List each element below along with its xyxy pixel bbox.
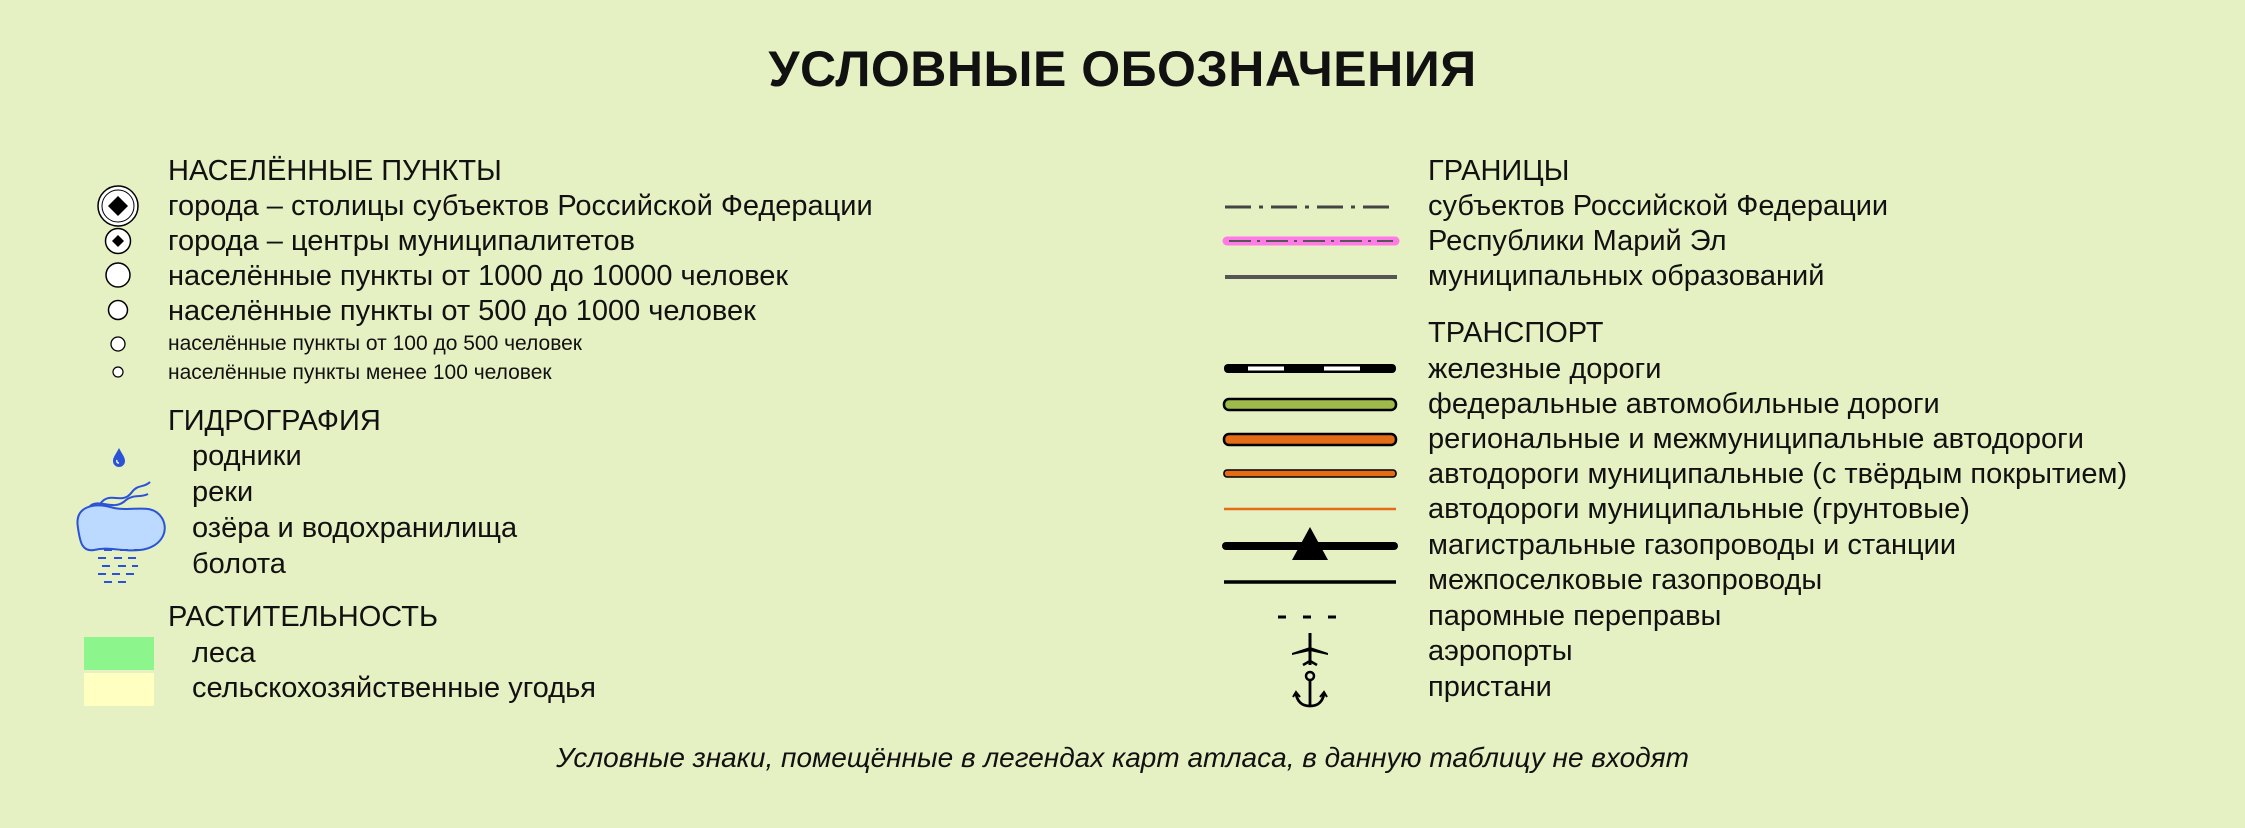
settlement-100-500-icon bbox=[110, 336, 126, 352]
transport-item-railways: железные дороги bbox=[1428, 353, 1662, 385]
hydro-item-swamps: болота bbox=[192, 548, 286, 580]
federal-road-icon bbox=[1222, 397, 1398, 413]
federal-subject-border-icon bbox=[1225, 200, 1397, 214]
municipal-border-icon bbox=[1225, 270, 1397, 284]
footnote: Условные знаки, помещённые в легендах карт атласа, в данную таблицу не входят bbox=[556, 742, 1689, 773]
transport-item-municipal-paved: автодороги муниципальные (с твёрдым покрытием) bbox=[1428, 458, 2128, 490]
vegetation-heading: РАСТИТЕЛЬНОСТЬ bbox=[168, 601, 438, 633]
gas-pipeline-station-icon bbox=[1222, 524, 1398, 564]
hydrography-heading: ГИДРОГРАФИЯ bbox=[168, 405, 381, 437]
transport-item-piers: пристани bbox=[1428, 671, 1552, 703]
capital-city-icon bbox=[96, 184, 140, 228]
regional-road-icon bbox=[1222, 432, 1398, 448]
settlement-500-1000-icon bbox=[108, 300, 128, 320]
local-gas-pipeline-icon bbox=[1222, 577, 1398, 587]
settlement-1000-10000-icon bbox=[105, 262, 131, 288]
settlements-heading: НАСЕЛЁННЫЕ ПУНКТЫ bbox=[168, 155, 502, 187]
legend-title: УСЛОВНЫЕ ОБОЗНАЧЕНИЯ bbox=[768, 41, 1477, 97]
ferry-icon bbox=[1276, 612, 1346, 622]
agriculture-swatch bbox=[84, 673, 154, 706]
transport-item-local-gas: межпоселковые газопроводы bbox=[1428, 564, 1823, 596]
transport-item-ferries: паромные переправы bbox=[1428, 600, 1722, 632]
settlement-item-1000-10000: населённые пункты от 1000 до 10000 человек bbox=[168, 260, 789, 292]
municipal-dirt-road-icon bbox=[1222, 505, 1398, 513]
hydro-item-rivers: реки bbox=[192, 476, 254, 508]
transport-item-municipal-dirt: автодороги муниципальные (грунтовые) bbox=[1428, 493, 1970, 525]
settlement-item-municipal-center: города – центры муниципалитетов bbox=[168, 225, 636, 257]
border-item-mari-el: Республики Марий Эл bbox=[1428, 225, 1727, 257]
hydro-item-lakes: озёра и водохранилища bbox=[192, 512, 518, 544]
water-drop-icon bbox=[108, 446, 130, 468]
swamp-icon bbox=[94, 546, 144, 588]
transport-heading: ТРАНСПОРТ bbox=[1428, 317, 1604, 349]
municipal-paved-road-icon bbox=[1222, 468, 1398, 480]
municipal-center-icon bbox=[104, 227, 132, 255]
settlement-item-100-500: населённые пункты от 100 до 500 человек bbox=[168, 332, 582, 355]
vegetation-item-forests: леса bbox=[192, 637, 256, 669]
transport-item-gas-mains: магистральные газопроводы и станции bbox=[1428, 529, 1957, 561]
mari-el-border-icon bbox=[1225, 234, 1397, 248]
railway-icon bbox=[1222, 362, 1398, 376]
anchor-icon bbox=[1292, 670, 1328, 710]
borders-heading: ГРАНИЦЫ bbox=[1428, 155, 1570, 187]
settlement-item-500-1000: населённые пункты от 500 до 1000 человек bbox=[168, 295, 756, 327]
settlement-item-under-100: населённые пункты менее 100 человек bbox=[168, 361, 552, 384]
forest-swatch bbox=[84, 637, 154, 670]
settlement-item-capital: города – столицы субъектов Российской Федерации bbox=[168, 190, 873, 222]
transport-item-airports: аэропорты bbox=[1428, 635, 1573, 667]
transport-item-federal-roads: федеральные автомобильные дороги bbox=[1428, 388, 1940, 420]
settlement-under-100-icon bbox=[112, 366, 124, 378]
hydro-item-springs: родники bbox=[192, 440, 302, 472]
transport-item-regional-roads: региональные и межмуниципальные автодороги bbox=[1428, 423, 2084, 455]
border-item-federal-subjects: субъектов Российской Федерации bbox=[1428, 190, 1889, 222]
vegetation-item-agriculture: сельскохозяйственные угодья bbox=[192, 672, 596, 704]
border-item-municipal: муниципальных образований bbox=[1428, 260, 1825, 292]
airplane-icon bbox=[1290, 631, 1330, 669]
